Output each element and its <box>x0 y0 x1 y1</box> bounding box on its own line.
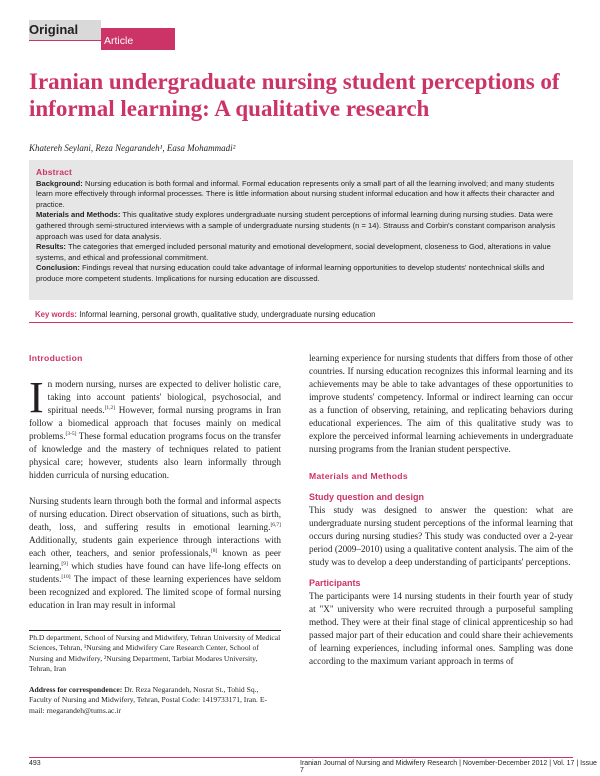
participants-heading: Participants <box>309 578 361 588</box>
authors: Khatereh Seylani, Reza Negarandeh¹, Easa Mohammadi² <box>29 143 236 153</box>
keywords: Key words: Informal learning, personal growth, qualitative study, undergraduate nursing education <box>35 310 376 319</box>
affiliation: Ph.D department, School of Nursing and Midwifery, Tehran University of Medical Sciences, Tehran, ¹Nursing and Midwifery Care Research Center, School of Nursing and Midwifery, ²Nursing Department, Tarbiat Modares University, Tehran, Iran <box>29 633 281 674</box>
abstract-heading: Abstract <box>36 167 73 177</box>
introduction-heading: Introduction <box>29 353 83 363</box>
article-type-label: Original <box>29 20 101 40</box>
design-heading: Study question and design <box>309 492 425 502</box>
footer-rule <box>29 757 573 758</box>
participants-paragraph: The participants were 14 nursing students in their fourth year of study at "X" university who were recruited through a purposeful sampling method. They were at their final stage of clinical apprenticeship so had passed major part of their education and could share their achievements of learning experiences, including informal ones. Sampling was done according to the maximum variant approach in terms of <box>309 591 573 666</box>
intro-paragraph-1: In modern nursing, nurses are expected to deliver holistic care, taking into account patients' biological, psychosocial, and spiritual needs.[1,2] However, formal nursing programs in Iran follow a biomedical approach that focuses mainly on medical problems.[3-5] These formal education programs focus on the transfer of knowledge and the mastery of techniques related to patient physical care; however, students also learn informally through hidden curricula of nursing education. <box>29 373 282 480</box>
intro-paragraph-3: learning experience for nursing students that differs from those of other countries. If nursing education recognizes this informal learning and its achievements may be able to take advantages of these opportunities to improve students' competency. Informal or indirect learning can occur as a function of observing, retaining, and replicating behaviors during educational experiences. The aim of this qualitative study was to explore the perceived informal learning achievements in undergraduate nursing programs from the Iranian student perspective. <box>309 353 573 454</box>
right-column <box>309 352 573 668</box>
methods-heading: Materials and Methods <box>309 471 408 481</box>
abstract-box <box>29 160 573 300</box>
abstract-methods: Materials and Methods: This qualitative study explores undergraduate nursing student perceptions of informal learning during nursing studies. Data were gathered through semi-structured interviews with a sample of undergraduate nursing students (n = 14). Strauss and Corbin's constant comparison analysis approach was used for data analysis. <box>36 210 556 241</box>
page-title: Iranian undergraduate nursing student perceptions of informal learning: A qualitative research <box>29 69 560 121</box>
left-column <box>29 352 281 612</box>
journal-citation: Iranian Journal of Nursing and Midwifery Research | November-December 2012 | Vol. 17 | Issue 7 <box>300 760 597 774</box>
affiliation-rule <box>29 630 281 631</box>
article-type-sublabel: Article <box>104 35 134 47</box>
correspondence: Address for correspondence: Dr. Reza Negarandeh, Nosrat St., Tohid Sq., Faculty of Nursing and Midwifery, Tehran, Postal Code: 1419733171, Iran. E-mail: rnegarandeh@tums.ac.ir <box>29 685 267 715</box>
abstract-background: Background: Nursing education is both formal and informal. Formal education represents only a small part of all the learning involved; and many students learn more effectively through informal processes. There is little information about nursing student informal education and how it affects their character and practice. <box>36 178 555 209</box>
header-rule <box>29 40 101 41</box>
page-number: 493 <box>29 760 41 767</box>
intro-paragraph-2: Nursing students learn through both the formal and informal aspects of nursing education. Direct observation of situations, such as birth, death, loss, and suffering results in emotional learning.[6,7] Additionally, students gain experience through interactions with each other, teachers, and senior professionals,[8] known as peer learning,[9] which studies have found can have life-long effects on students.[10] The impact of these learning experiences have seldom been recognized and explored. The limited scope of formal nursing education in Iran may result in informal <box>29 496 281 610</box>
dropcap: I <box>29 373 44 422</box>
design-paragraph: This study was designed to answer the question: what are undergraduate nursing student perceptions of the informal learning that occurs during nursing studies? This study was conducted over a 2-year period (2009–2010) using a qualitative content analysis. The aim of the study was to develop a deep understanding of participants' perceptions. <box>309 505 573 567</box>
keywords-rule <box>29 322 573 323</box>
abstract-conclusion: Conclusion: Findings reveal that nursing education could take advantage of informal learning opportunities to develop students' nontechnical skills and produce more competent students. Implications for nursing education are discussed. <box>36 263 545 283</box>
abstract-results: Results: The categories that emerged included personal maturity and emotional development, social development, closeness to God, alterations in value systems, and ethical and professional commitment. <box>36 242 551 262</box>
